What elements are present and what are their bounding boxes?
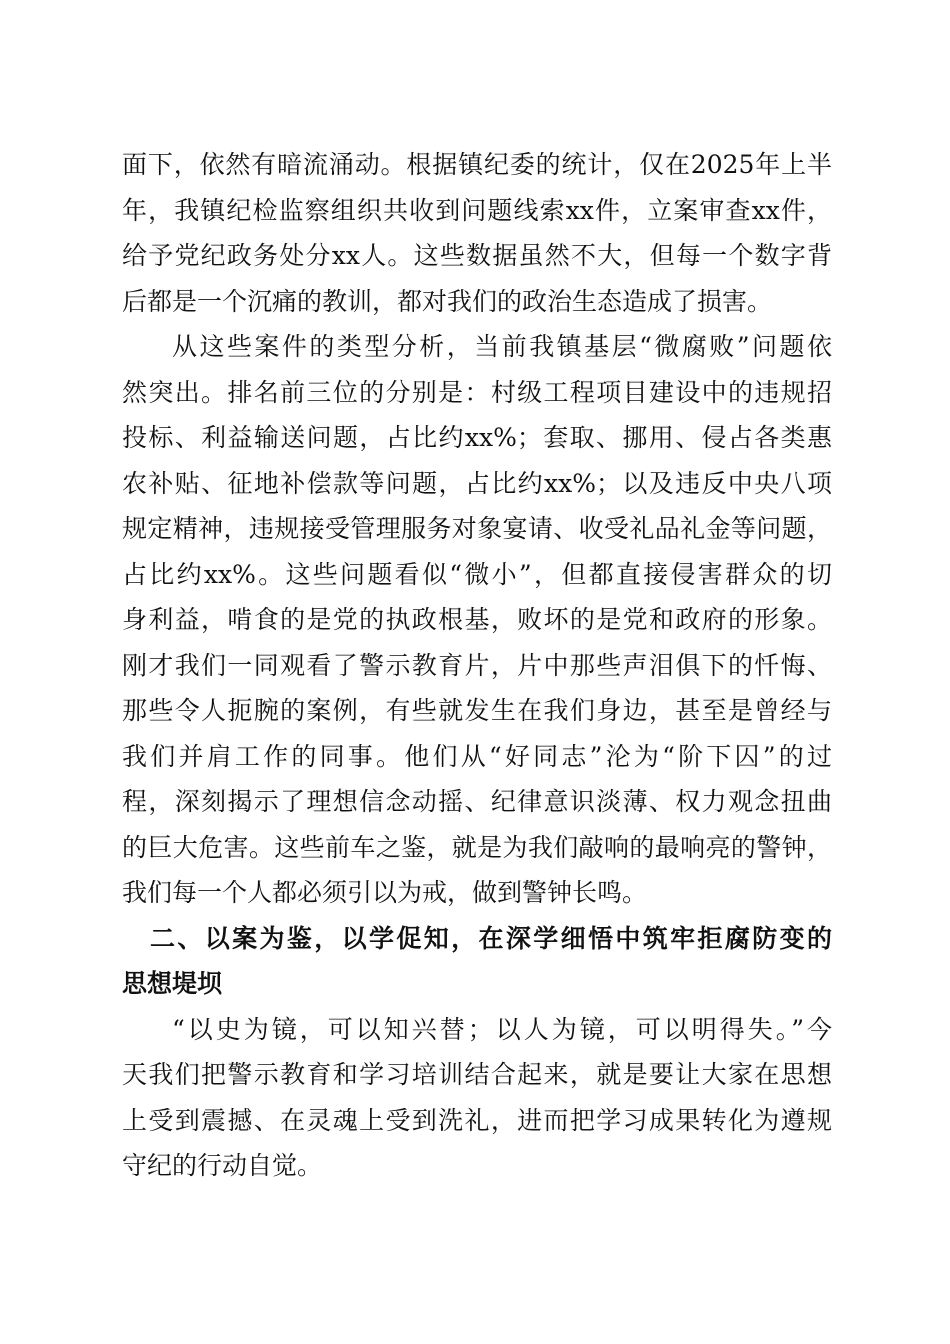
- paragraph-2-line: 从这些案件的类型分析，当前我镇基层“微腐败”问题依: [172, 332, 832, 361]
- document-body: [122, 142, 832, 1189]
- paragraph-2-line: 身利益，啃食的是党的执政根基，败坏的是党和政府的形象。: [122, 605, 832, 634]
- paragraph-1-line: 面下，依然有暗流涌动。根据镇纪委的统计，仅在2025年上半: [122, 150, 832, 179]
- paragraph-2-line: 我们并肩工作的同事。他们从“好同志”沦为“阶下囚”的过: [122, 741, 832, 771]
- paragraph-2-line: 农补贴、征地补偿款等问题，占比约xx%；以及违反中央八项: [122, 468, 832, 498]
- paragraph-2-line: 然突出。排名前三位的分别是：村级工程项目建设中的违规招: [122, 377, 832, 407]
- section-heading-line: 思想堤坝: [122, 969, 223, 998]
- paragraph-3-line: 天我们把警示教育和学习培训结合起来，就是要让大家在思想: [122, 1060, 832, 1089]
- paragraph-2-line: 程，深刻揭示了理想信念动摇、纪律意识淡薄、权力观念扭曲: [122, 787, 832, 816]
- paragraph-3-line: 上受到震撼、在灵魂上受到洗礼，进而把学习成果转化为遵规: [122, 1105, 832, 1135]
- paragraph-2-line: 投标、利益输送问题，占比约xx%；套取、挪用、侵占各类惠: [122, 423, 832, 452]
- paragraph-1-line: 后都是一个沉痛的教训，都对我们的政治生态造成了损害。: [122, 286, 773, 316]
- paragraph-3-line: “以史为镜，可以知兴替；以人为镜，可以明得失。”今: [172, 1014, 832, 1044]
- paragraph-3-line: 守纪的行动自觉。: [122, 1151, 323, 1180]
- paragraph-1-line: 给予党纪政务处分xx人。这些数据虽然不大，但每一个数字背: [122, 241, 832, 270]
- paragraph-2-line: 那些令人扼腕的案例，有些就发生在我们身边，甚至是曾经与: [122, 696, 832, 725]
- paragraph-2-line: 规定精神，违规接受管理服务对象宴请、收受礼品礼金等问题，: [122, 514, 832, 543]
- paragraph-2-line: 占比约xx%。这些问题看似“微小”，但都直接侵害群众的切: [122, 559, 832, 589]
- section-heading-line: 二、以案为鉴，以学促知，在深学细悟中筑牢拒腐防变的: [150, 923, 832, 953]
- paragraph-2-line: 我们每一个人都必须引以为戒，做到警钟长鸣。: [122, 878, 648, 907]
- paragraph-2-line: 刚才我们一同观看了警示教育片，片中那些声泪俱下的忏悔、: [122, 650, 832, 680]
- paragraph-1-line: 年，我镇纪检监察组织共收到问题线索xx件，立案审查xx件，: [122, 195, 832, 225]
- paragraph-2-line: 的巨大危害。这些前车之鉴，就是为我们敲响的最响亮的警钟，: [122, 832, 832, 862]
